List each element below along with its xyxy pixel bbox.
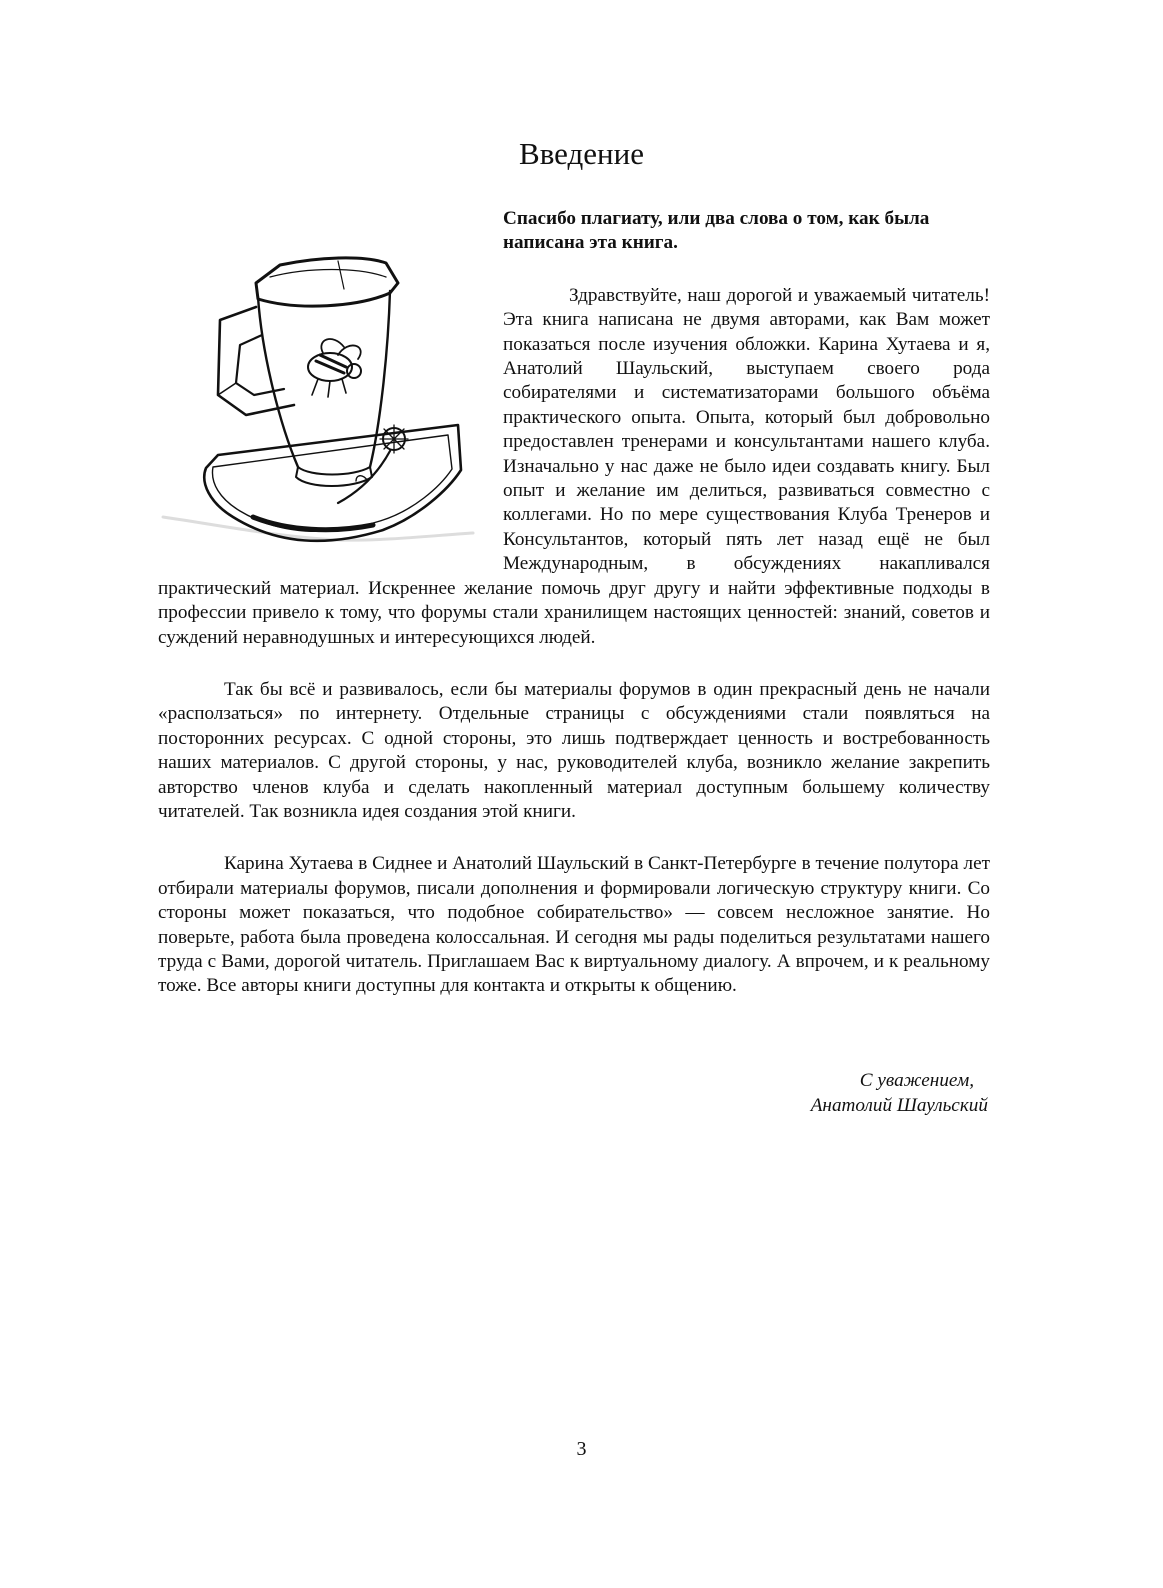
teacup-with-flower-drawing-icon xyxy=(158,255,476,555)
paragraph-2: Так бы всё и развивалось, если бы материалы форумов в один прекрасный день не начали «расползаться» по интернету. Отдельные страницы с обсуждениями стали появляться на посторонних ресурсах. С одной стороны, это лишь подтверждает ценность и востребованность наших материалов. С другой стороны, у нас, руководителей клуба, возникло желание закрепить авторство членов клуба и сделать накопленный материал доступным большему количеству читателей. Так возникла идея создания этой книги. xyxy=(158,678,990,822)
subtitle: Спасибо плагиату, или два слова о том, как была написана эта книга. xyxy=(503,208,930,254)
paragraph-3: Карина Хутаева в Сиднее и Анатолий Шаульский в Санкт-Петербурге в течение полутора лет отбирали материалы форумов, писали дополнения и формировали логическую структуру книги. Со стороны может показаться, что подобное собирательство» — совсем несложное занятие. Но поверьте, работа была проведена колоссальная. И сегодня мы рады поделиться результатами нашего труда с Вами, дорогой читатель. Приглашаем Вас к виртуальному диалогу. А впрочем, и к реальному тоже. Все авторы книги доступны для контакта и открыты к общению. xyxy=(158,853,990,997)
page-title: Введение xyxy=(519,136,644,171)
teacup-illustration xyxy=(158,207,503,575)
signature xyxy=(811,1068,988,1118)
signature-greeting: С уважением, xyxy=(859,1070,974,1091)
paragraph-1: Здравствуйте, наш дорогой и уважаемый читатель! Эта книга написана не двумя авторами, как Вам может показаться после изучения обложки. Карина Хутаева и я, Анатолий Шаульский, выступаем своего рода собирателями и систематизаторами большого объёма практического опыта. Опыта, который был добровольно предоставлен тренерами и консультантами нашего клуба. Изначально у нас даже не было идеи создавать книгу. Был опыт и желание им делиться, развиваться совместно с коллегами. Но по мере существования Клуба Тренеров и Консультантов, который пять лет назад ещё не был Международным, в обсуждениях накапливался практический материал. Искреннее желание помочь друг другу и найти эффективные подходы в профессии привело к тому, что форумы стали хранилищем настоящих ценностей: знаний, советов и суждений неравнодушных и интересующихся людей. xyxy=(158,284,990,648)
signature-author: Анатолий Шаульский xyxy=(810,1095,988,1116)
document-body xyxy=(158,207,990,1027)
page-number: 3 xyxy=(576,1438,587,1460)
